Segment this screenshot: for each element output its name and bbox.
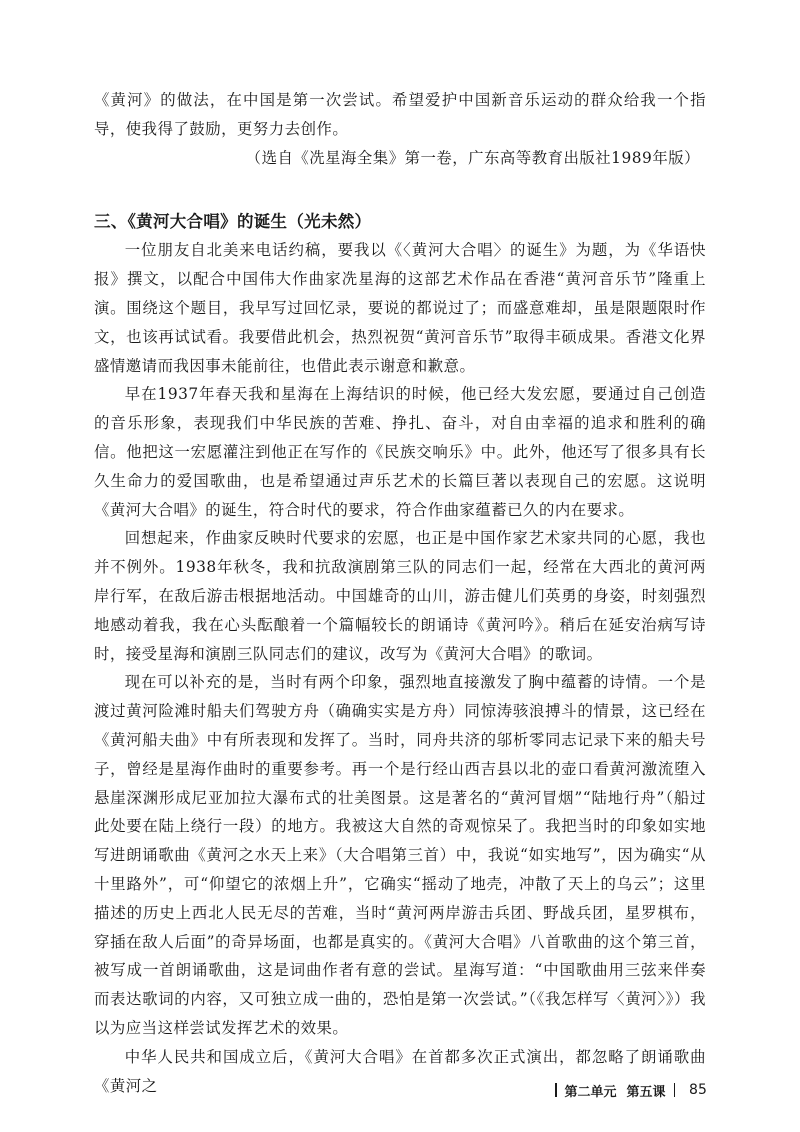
footer-lesson: 第五课 bbox=[626, 1084, 666, 1100]
body-paragraph: 一位朋友自北美来电话约稿，要我以《〈黄河大合唱〉的诞生》为题，为《华语快报》撰文，以配合中国伟大作曲家冼星海的这部艺术作品在香港“黄河音乐节”隆重上演。围绕这个题目，我早写过回忆录，要说的都说过了；而盛意难却，虽是限题限时作文，也该再试试看。我要借此机会，热烈祝贺“黄河音乐节”取得丰硕成果。香港文化界盛情邀请而我因事未能前往，也借此表示谢意和歉意。 bbox=[94, 241, 706, 375]
section-heading bbox=[94, 208, 706, 236]
body-paragraph: 现在可以补充的是，当时有两个印象，强烈地直接激发了胸中蕴蓄的诗情。一个是渡过黄河险滩时船夫们驾驶方舟（确确实实是方舟）同惊涛骇浪搏斗的情景，这已经在《黄河船夫曲》中有所表现和发挥了。当时，同舟共济的邬析零同志记录下来的船夫号子，曾经是星海作曲时的重要参考。再一个是行经山西吉县以北的壶口看黄河激流堕入悬崖深渊形成尼亚加拉大瀑布式的壮美图景。这是著名的“黄河冒烟”“陆地行舟”（船过此处要在陆上绕行一段）的地方。我被这大自然的奇观惊呆了。我把当时的印象如实地写进朗诵歌曲《黄河之水天上来》（大合唱第三首）中，我说“如实地写”，因为确实“从十里路外”，可“仰望它的浓烟上升”，它确实“摇动了地壳，冲散了天上的乌云”；这里描述的历史上西北人民无尽的苦难，当时“黄河两岸游击兵团、野战兵团，星罗棋布，穿插在敌人后面”的奇异场面，也都是真实的。《黄河大合唱》八首歌曲的这个第三首，被写成一首朗诵歌曲，这是词曲作者有意的尝试。星海写道：“中国歌曲用三弦来伴奏而表达歌词的内容，又可独立成一曲的，恐怕是第一次尝试。”（《我怎样写〈黄河〉》）我以为应当这样尝试发挥艺术的效果。 bbox=[94, 673, 706, 1037]
opening-paragraph: 《黄河》的做法，在中国是第一次尝试。希望爱护中国新音乐运动的群众给我一个指导，使我得了鼓励，更努力去创作。 bbox=[94, 91, 706, 138]
source-note: （选自《冼星海全集》第一卷，广东高等教育出版社1989年版） bbox=[245, 148, 700, 167]
footer-divider-left bbox=[555, 1083, 557, 1097]
body-paragraph: 早在1937年春天我和星海在上海结识的时候，他已经大发宏愿，要通过自己创造的音乐形象，表现我们中华民族的苦难、挣扎、奋斗，对自由幸福的追求和胜利的确信。他把这一宏愿灌注到他正在写作的《民族交响乐》中。此外，他还写了很多具有长久生命力的爱国歌曲，也是希望通过声乐艺术的长篇巨著以表现自己的宏愿。这说明《黄河大合唱》的诞生，符合时代的要求，符合作曲家蕴蓄已久的内在要求。 bbox=[94, 385, 706, 519]
body-paragraph: 中华人民共和国成立后，《黄河大合唱》在首都多次正式演出，都忽略了朗诵歌曲《黄河之 bbox=[94, 1047, 706, 1095]
page-number: 85 bbox=[689, 1082, 707, 1098]
page-body bbox=[94, 86, 706, 1100]
footer-divider-right bbox=[674, 1083, 676, 1097]
footer-unit: 第二单元 bbox=[564, 1084, 617, 1100]
page-footer bbox=[555, 1079, 715, 1101]
section-title: 三、《黄河大合唱》的诞生 bbox=[94, 212, 288, 232]
body-paragraph: 回想起来，作曲家反映时代要求的宏愿，也正是中国作家艺术家共同的心愿，我也并不例外。1938年秋冬，我和抗敌演剧第三队的同志们一起，经常在大西北的黄河两岸行军，在敌后游击根据地活动。中国雄奇的山川，游击健儿们英勇的身姿，时刻强烈地感动着我，我在心头酝酿着一个篇幅较长的朗诵诗《黄河吟》。稍后在延安治病写诗时，接受星海和演剧三队同志们的建议，改写为《黄河大合唱》的歌词。 bbox=[94, 529, 706, 663]
section-author: （光未然） bbox=[287, 212, 372, 232]
